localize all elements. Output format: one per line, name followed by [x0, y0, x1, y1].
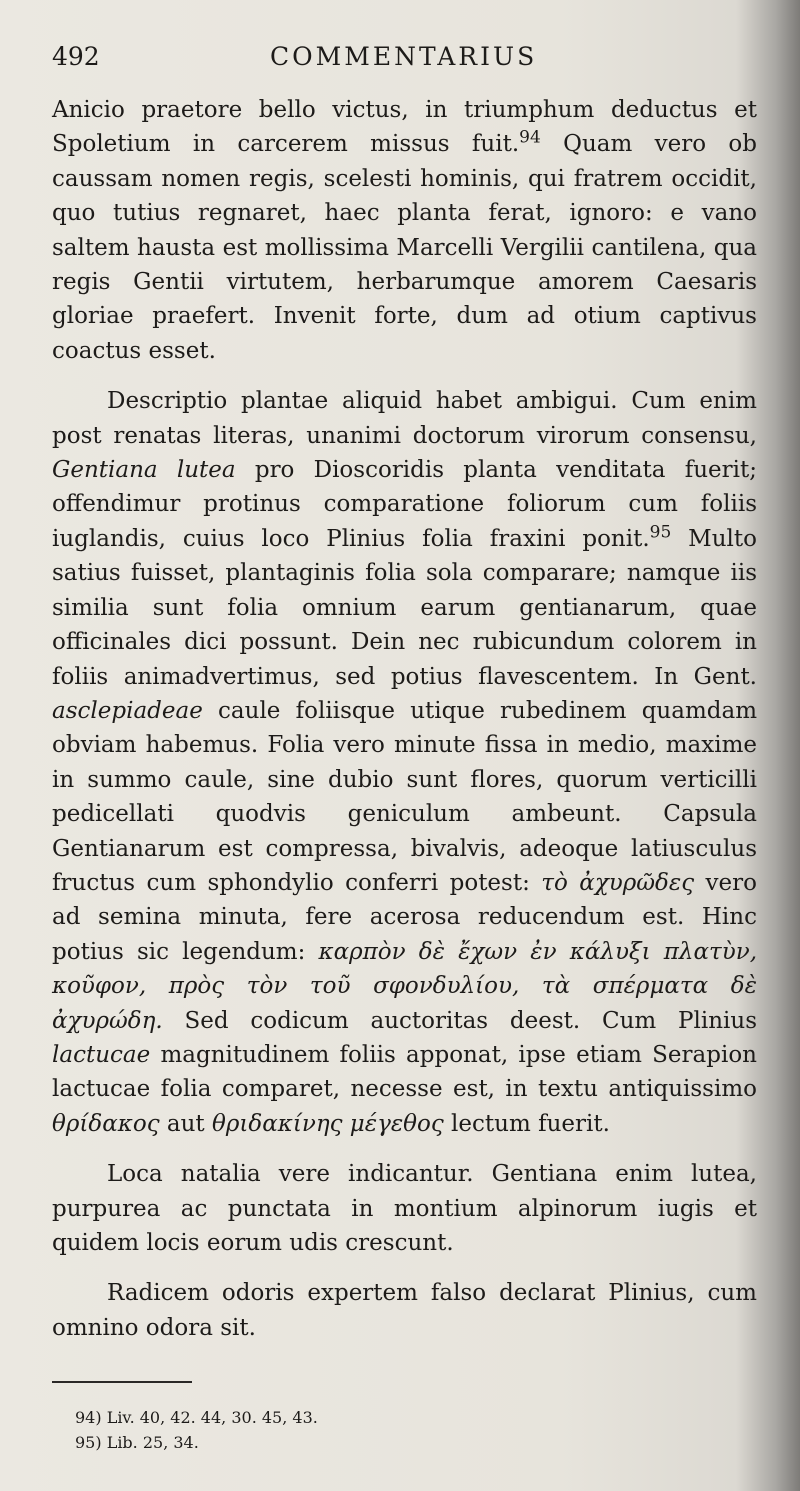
footnotes	[75, 1405, 318, 1455]
paragraph-3: Loca natalia vere indicantur. Gentiana enim lutea, purpurea ac punctata in montium alpinorum iugis et quidem locis eorum udis crescunt.	[52, 1161, 757, 1256]
footnote-ref-94: 94	[519, 127, 541, 148]
paragraph-4: Radicem odoris expertem falso declarat Plinius, cum omnino odora sit.	[52, 1280, 757, 1341]
italic-term: asclepiadeae	[52, 697, 203, 724]
paragraph-1: Anicio praetore bello victus, in triumphum deductus et Spoletium in carcerem missus fuit.$^{94}$ Quam vero ob caussam nomen regis, scelesti hominis, qui fratrem occidit, quo tutius regnaret, haec planta ferat, ignoro: e vano saltem hausta est mollissima Marcelli Vergilii cantilena, qua regis Gentii virtutem, herbarumque amorem Caesaris gloriae praefert. Invenit forte, dum ad otium captivus coactus esset.	[52, 97, 757, 364]
footnote-rule	[52, 1381, 192, 1383]
italic-term: lactucae	[52, 1041, 151, 1068]
footnote-ref-95: 95	[649, 522, 672, 543]
page-number: 492	[52, 42, 100, 71]
main-text	[52, 93, 757, 1345]
page-header	[52, 42, 752, 82]
footnote-95: 95) Lib. 25, 34.	[75, 1433, 199, 1452]
italic-term: Gentiana lutea	[52, 457, 236, 484]
greek-text: καρπὸν δὲ ἔχων ἐν κάλυξι πλατὺν, κοῦφον, πρὸς τὸν τοῦ σφονδυλίου, τὰ σπέρματα δὲ ἀχυρώδη.	[52, 938, 758, 1034]
footnote-94: 94) Liv. 40, 42. 44, 30. 45, 43.	[75, 1408, 318, 1427]
greek-text: τὸ ἀχυρῶδες	[541, 869, 695, 896]
running-head: COMMENTARIUS	[270, 42, 538, 71]
paragraph-2: Descriptio plantae aliquid habet ambigui. Cum enim post renatas literas, unanimi doctorum virorum consensu, Gentiana lutea pro Dioscoridis planta venditata fuerit; offendimur protinus comparatione foliorum cum foliis iuglandis, cuius loco Plinius folia fraxini ponit.$^{95}$ Multo satius fuisset, plantaginis folia sola comparare; namque iis similia sunt folia omnium earum gentianarum, quae officinales dici possunt. Dein nec rubicundum colorem in foliis animadvertimus, sed potius flavescentem. In Gent. asclepiadeae caule foliisque utique rubedinem quamdam obviam habemus. Folia vero minute fissa in medio, maxime in summo caule, sine dubio sunt flores, quorum verticilli pedicellati quodvis geniculum ambeunt. Capsula Gentianarum est compressa, bivalvis, adeoque latiusculus fructus cum sphondylio conferri potest: τὸ ἀχυρῶδες vero ad semina minuta, fere acerosa reducendum est. Hinc potius sic legendum: καρπὸν δὲ ἔχων ἐν κάλυξι πλατὺν, κοῦφον, πρὸς τὸν τοῦ σφονδυλίου, τὰ σπέρματα δὲ ἀχυρώδη. Sed codicum auctoritas deest. Cum Plinius lactucae magnitudinem foliis apponat, ipse etiam Serapion lactucae folia comparet, necesse est, in textu antiquissimo θρίδακος aut θριδακίνης μέγεθος lectum fuerit.	[52, 388, 758, 1137]
greek-text: θριδακίνης μέγεθος	[211, 1110, 444, 1137]
greek-text: θρίδακος	[52, 1110, 160, 1137]
